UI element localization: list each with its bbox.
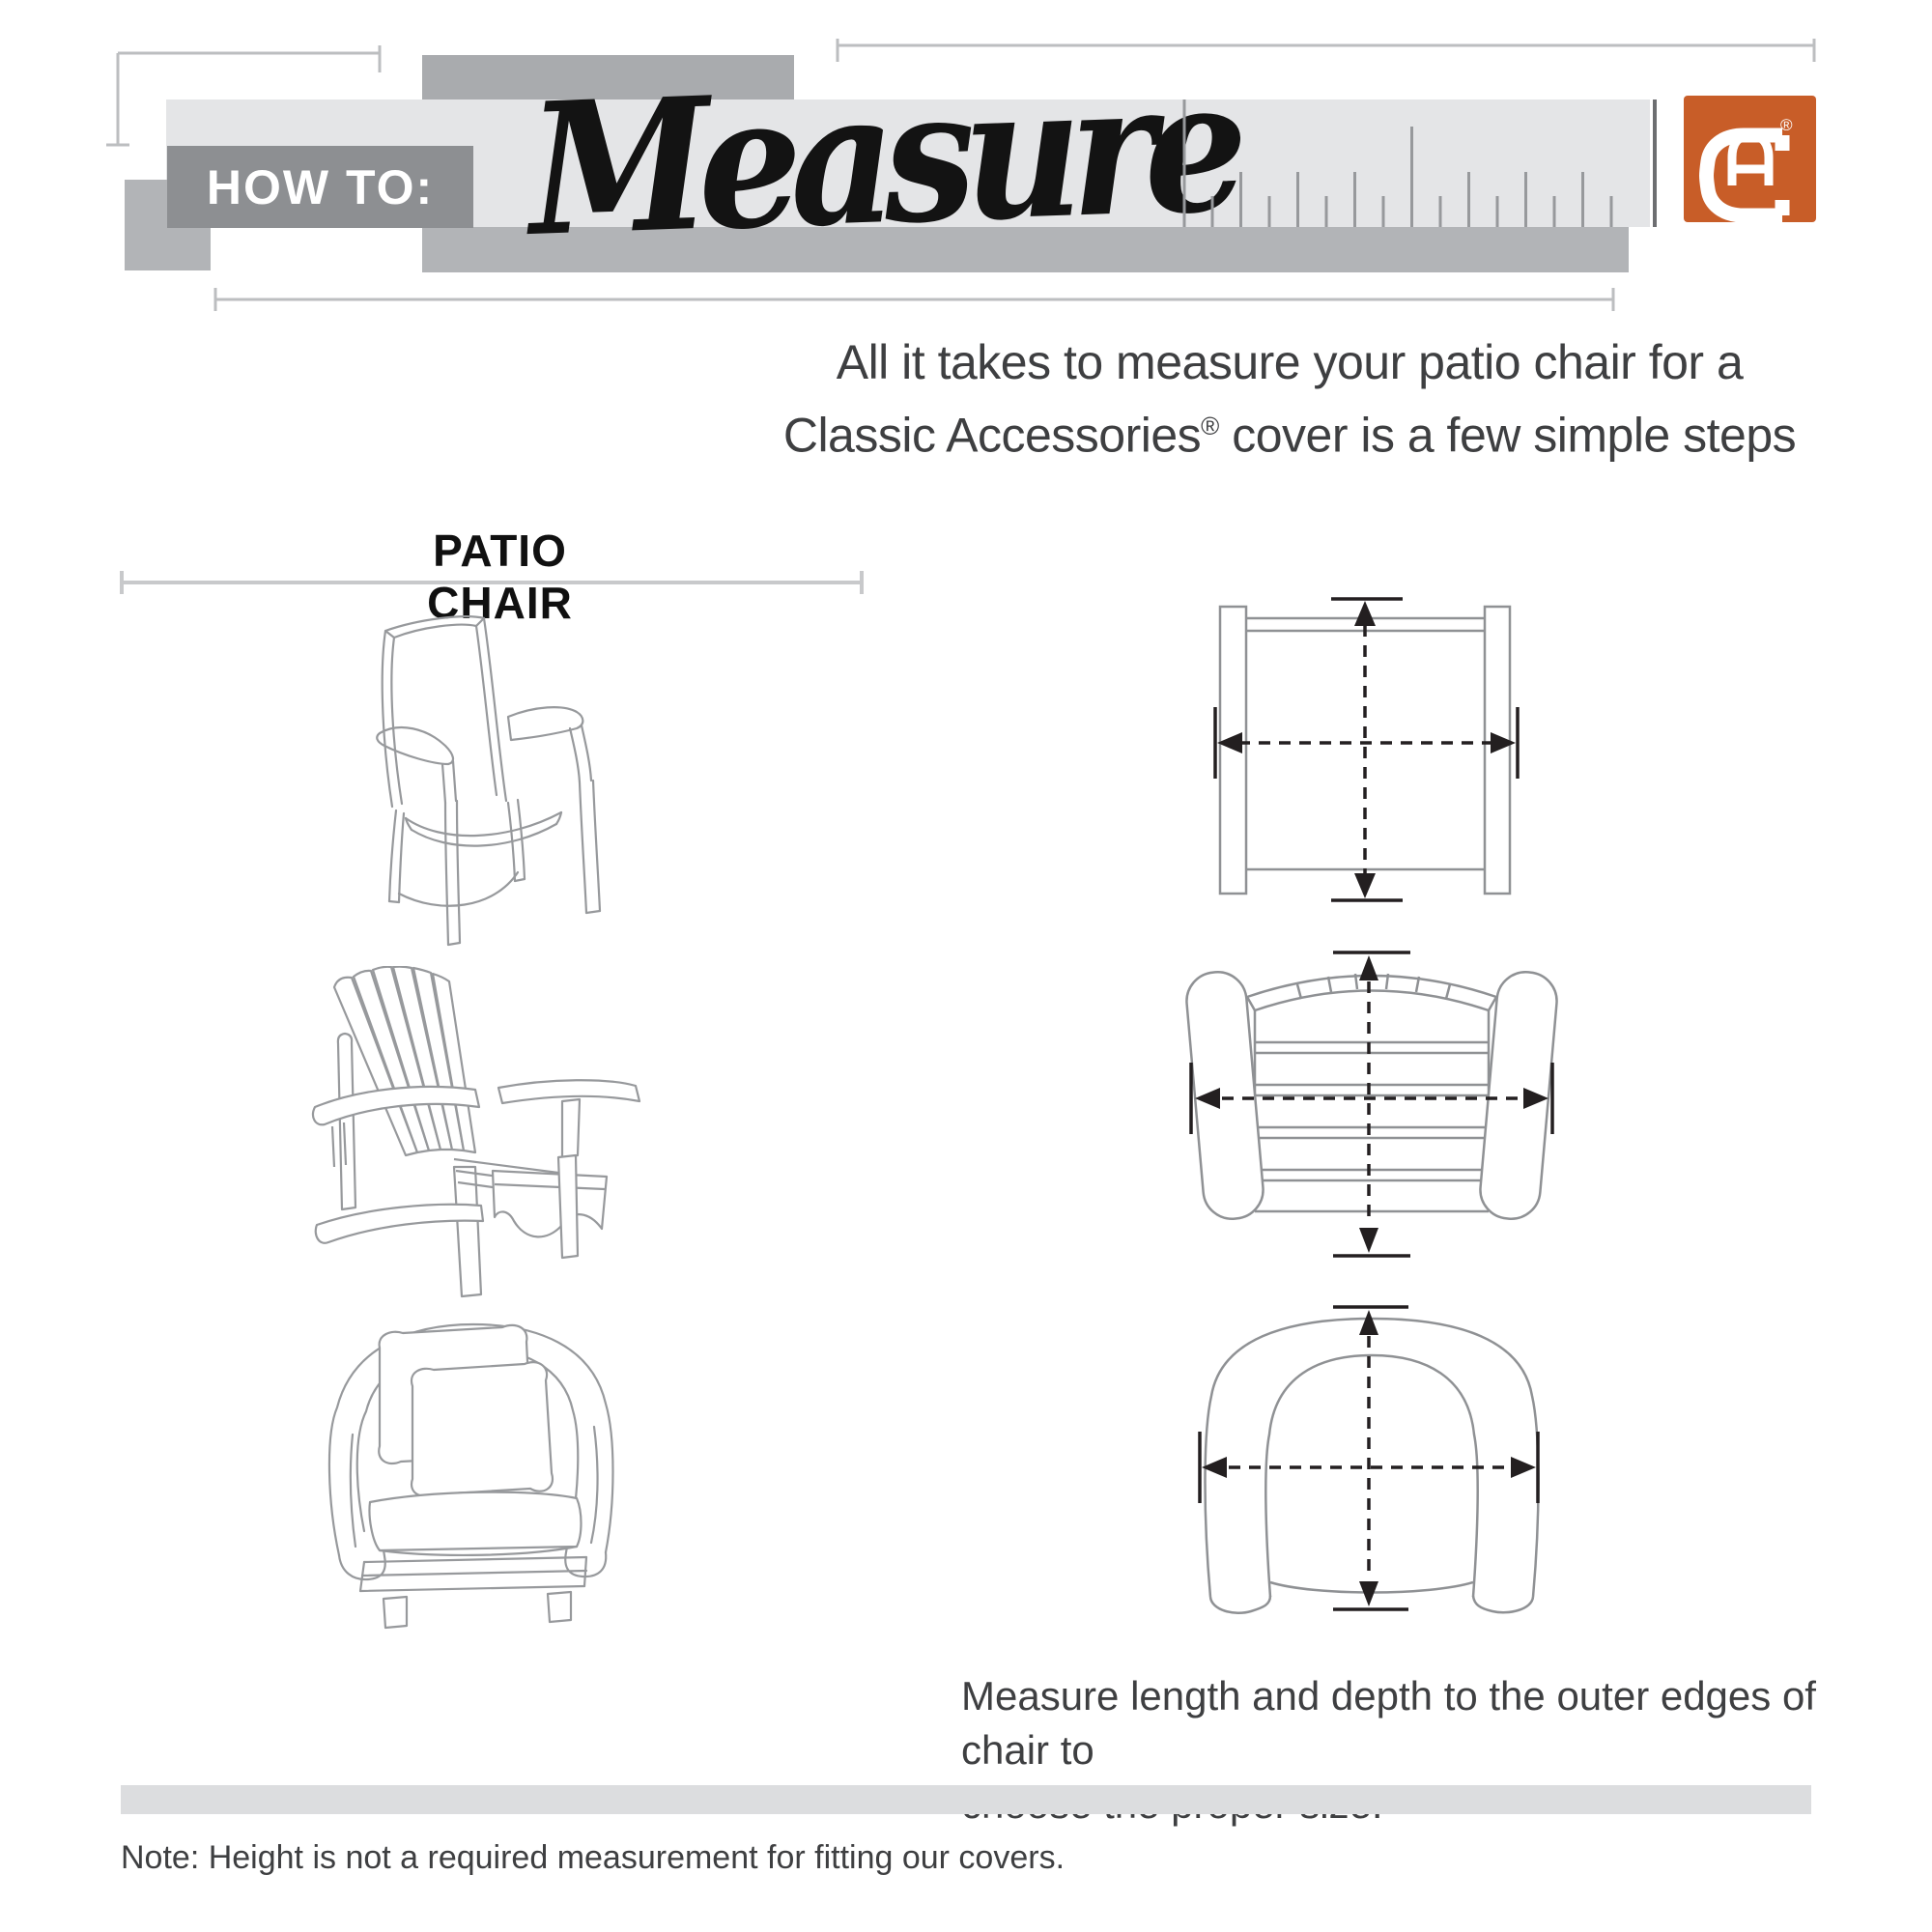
- dining-chair-illustration: [372, 613, 604, 952]
- page-title: Measure: [526, 39, 1239, 277]
- intro-line-2: [676, 394, 1903, 468]
- intro-brand: Classic Accessories: [782, 408, 1202, 463]
- howto-kicker-label: HOW TO:: [206, 159, 435, 214]
- howto-kicker-box: [167, 146, 473, 228]
- ca-monogram-icon: [1684, 96, 1816, 222]
- instructions-line-1: Measure length and depth to the outer edges of chair to: [961, 1673, 1816, 1773]
- intro-copy: [676, 330, 1903, 468]
- intro-line-1: All it takes to measure your patio chair for a: [836, 335, 1744, 389]
- adirondack-chair-illustration: [309, 966, 657, 1304]
- section-title: PATIO CHAIR: [427, 526, 573, 628]
- logo-registered-mark: ®: [1780, 116, 1793, 134]
- footer-divider-bar: [121, 1785, 1811, 1814]
- adirondack-chair-topview-diagram: [1183, 947, 1560, 1265]
- dining-chair-topview-diagram: [1208, 594, 1536, 913]
- patio-chair-dimension-line: [116, 565, 869, 600]
- lounge-chair-topview-diagram: [1179, 1299, 1565, 1618]
- intro-line-2-rest: cover is a few simple steps: [1218, 408, 1797, 463]
- footer-note: Note: Height is not a required measurement for fitting our covers.: [121, 1839, 1065, 1876]
- classic-accessories-logo: [1684, 96, 1816, 222]
- intro-registered-mark: ®: [1201, 412, 1219, 440]
- lounge-chair-illustration: [324, 1319, 642, 1637]
